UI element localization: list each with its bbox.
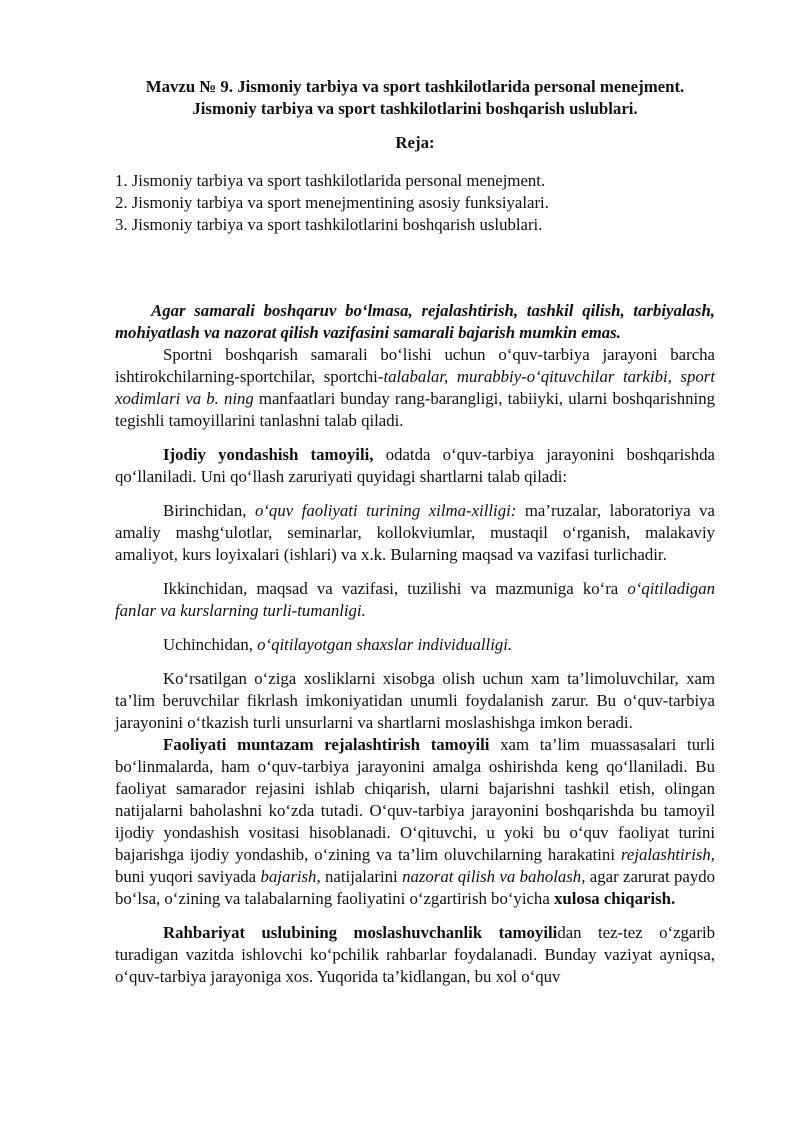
italic-run: o‘quv faoliyati turining xilma-xilligi: xyxy=(254,501,517,520)
bold-run: Faoliyati muntazam rejalashtirish tamoyili xyxy=(163,735,490,754)
lead-paragraph: Agar samarali boshqaruv bo‘lmasa, rejalashtirish, tashkil qilish, tarbiyalash, mohiyatlash va nazorat qilish vazifasini samarali bajarish mumkin emas. xyxy=(115,301,715,342)
plan-list xyxy=(115,170,715,236)
text-run: dan tez-tez o‘zgarib turadigan vazitda ishlovchi ko‘pchilik rahbarlar foydalanadi. Bunday vaziyat ayniqsa, o‘quv-tarbiya jarayoniga xos. Yuqorida ta’kidlangan, bu xol o‘quv xyxy=(115,923,715,986)
plan-item: 1. Jismoniy tarbiya va sport tashkilotlarida personal menejment. xyxy=(115,171,546,190)
paragraph-flexibility-principle xyxy=(115,922,715,988)
italic-run: o‘qitilayotgan shaxslar individualligi. xyxy=(257,635,513,654)
text-run: Ikkinchidan, maqsad va vazifasi, tuzilishi va mazmuniga ko‘ra xyxy=(163,579,628,598)
paragraph-creative-approach xyxy=(115,444,715,488)
text-run: buni yuqori saviyada xyxy=(115,867,261,886)
italic-run: talabalar, murabbiy-o‘qituvchilar tarkibi, sport xodimlari va b. ning xyxy=(115,367,715,408)
italic-run: o‘qitiladigan fanlar va kurslarning turli-tumanligi. xyxy=(115,579,715,620)
paragraph-second-condition xyxy=(115,578,715,622)
paragraph-sport-management xyxy=(115,344,715,432)
text-run: Uchinchidan, xyxy=(163,635,258,654)
bold-run: Rahbariyat uslubining moslashuvchanlik tamoyili xyxy=(163,923,558,942)
text-run: Sportni boshqarish samarali bo‘lishi uchun o‘quv-tarbiya jarayoni barcha ishtirokchilarning-sportchilar, sportchi- xyxy=(115,345,715,386)
plan-heading: Reja: xyxy=(395,133,435,152)
bold-run: xulosa chiqarish. xyxy=(553,889,676,908)
italic-run: nazorat qilish va baholash, xyxy=(402,867,586,886)
text-run: natijalarini xyxy=(320,867,403,886)
text-run: manfaatlari bunday rang-barangligi, tabiiyki, ularni boshqarishning tegishli tamoyillarini tanlashni talab qiladi. xyxy=(115,389,715,430)
text-run: odatda o‘quv-tarbiya jarayonini boshqarishda qo‘llaniladi. Uni qo‘llash zaruriyati quyidagi shartlarni talab qiladi: xyxy=(115,445,715,486)
text-run: agar zarurat paydo bo‘lsa, o‘zining va talabalarning faoliyatini o‘zgartirish bo‘yicha xyxy=(115,867,715,908)
italic-run: bajarish, xyxy=(260,867,321,886)
paragraph-specifics: Ko‘rsatilgan o‘ziga xosliklarni xisobga olish uchun xam ta’limoluvchilar, xam ta’lim beruvchilar fikrlash imkoniyatidan unumli foydalanish zarur. Bu o‘quv-tarbiya jarayonini o‘tkazish turli unsurlarni va shartlarni moslashishga imkon beradi. xyxy=(115,669,715,732)
plan-item: 2. Jismoniy tarbiya va sport menejmentining asosiy funksiyalari. xyxy=(115,193,549,212)
text-run: ma’ruzalar, laboratoriya va amaliy mashg‘ulotlar, seminarlar, kollokviumlar, mustaqil o‘rganish, malakaviy amaliyot, kurs loyixalari (ishlari) va x.k. Bularning maqsad va vazifasi turlichadir. xyxy=(115,501,715,564)
text-run: Birinchidan, xyxy=(163,501,255,520)
plan-item: 3. Jismoniy tarbiya va sport tashkilotlarini boshqarish uslublari. xyxy=(115,215,543,234)
text-run: xam ta’lim muassasalari turli bo‘linmalarda, ham o‘quv-tarbiya jarayonini amalga oshirishda keng qo‘llaniladi. Bu faoliyat samarador rejasini ishlab chiqarish, ularni bajarishni tashkil etish, olingan natijalarni baholashni ko‘zda tutadi. O‘quv-tarbiya jarayonini boshqarishda bu tamoyil ijodiy yondashish vositasi hisoblanadi. O‘qituvchi, u yoki bu o‘quv faoliyat turini bajarishga ijodiy yondashib, o‘zining va ta’lim oluvchilarning harakatini xyxy=(115,735,715,864)
italic-run: rejalashtirish, xyxy=(620,845,715,864)
document-title xyxy=(115,76,715,120)
title-line-2: Jismoniy tarbiya va sport tashkilotlarini boshqarish uslublari. xyxy=(192,99,638,118)
title-line-1: Mavzu № 9. Jismoniy tarbiya va sport tashkilotlarida personal menejment. xyxy=(145,77,685,96)
paragraph-planning-principle xyxy=(115,734,715,910)
paragraph-third-condition xyxy=(115,634,715,656)
bold-run: Ijodiy yondashish tamoyili, xyxy=(163,445,374,464)
paragraph-first-condition xyxy=(115,500,715,566)
